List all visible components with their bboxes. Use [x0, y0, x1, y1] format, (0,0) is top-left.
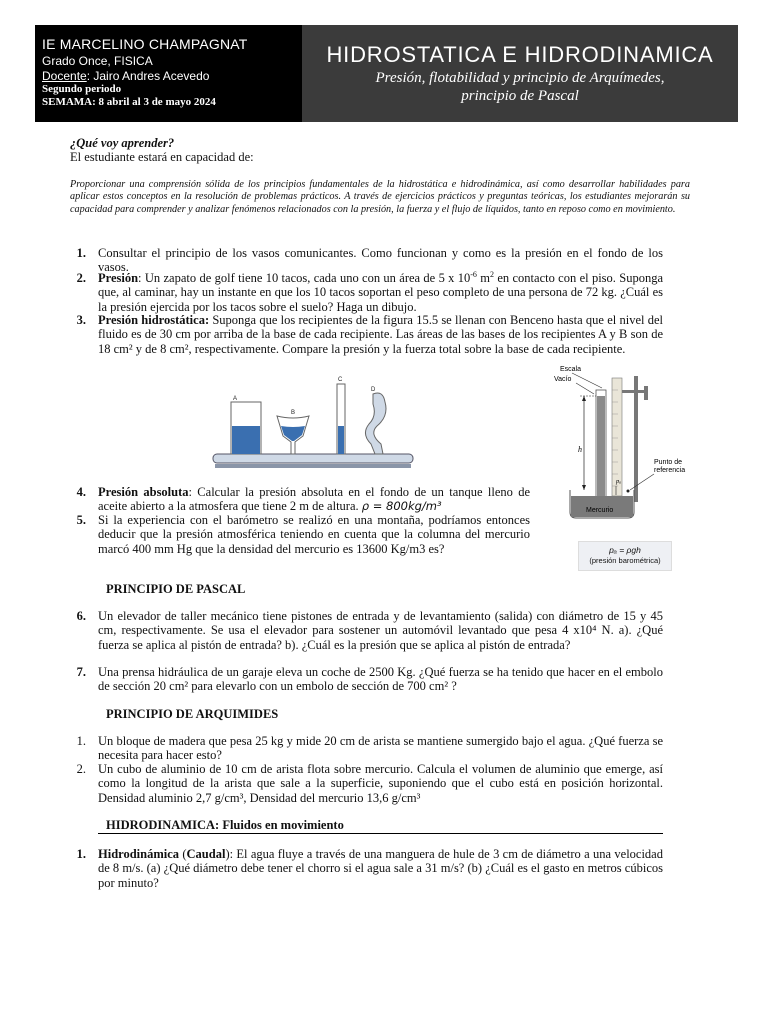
teacher-name: : Jairo Andres Acevedo	[86, 69, 210, 83]
stand-pole	[634, 376, 638, 502]
question-2-exponent: -6	[470, 269, 477, 279]
question-number: 5.	[76, 513, 86, 527]
question-3-text	[98, 313, 663, 356]
barometer-formula-caption: (presión barométrica)	[589, 556, 661, 565]
subtitle-line-1: Presión, flotabilidad y principio de Arquímedes,	[375, 70, 665, 86]
pascal-heading: PRINCIPIO DE PASCAL	[106, 582, 246, 596]
base-stand	[215, 464, 411, 468]
question-number: 2.	[76, 271, 86, 285]
capacity-statement: El estudiante estará en capacidad de:	[70, 150, 254, 164]
question-4-body: : Calcular la presión absoluta en el fondo de un tanque lleno de aceite abierto a la atmosfera que tiene 2 m de altura.	[98, 485, 530, 514]
mercury-label: Mercurio	[586, 507, 614, 514]
reference-point	[627, 490, 630, 493]
question-3-label: Presión hidrostática:	[98, 313, 210, 327]
archimedes-question-2-text: Un cubo de aluminio de 10 cm de arista flota sobre mercurio. Calcula el volumen de aluminio que emerge, así como la longitud de la arista que sale a la superficie, suponiendo que el cubo está en posición horizontal. Densidad aluminio 2,7 g/cm³, Densidad del mercurio 13,6 g/cm³	[98, 762, 663, 805]
vessel-label-b: B	[291, 410, 296, 416]
question-4-label: Presión absoluta	[98, 485, 189, 499]
question-number: 1.	[76, 734, 86, 748]
question-6-text: Un elevador de taller mecánico tiene pistones de entrada y de levantamiento (salida) con diámetro de 15 y 45 cm, respectivamente. Se usa el elevador para sostener un automóvil levantado que pesa 4 x10⁴ N. a). ¿Qué fuerza se aplica al pistón de entrada? b). ¿Cuál es la presión que se aplica al pistón de entrada?	[98, 609, 663, 652]
section-divider	[98, 833, 663, 834]
subtitle-line-2: principio de Pascal	[461, 88, 579, 104]
pa-label: pₐ	[616, 478, 622, 485]
flow-label: Caudal	[186, 847, 226, 861]
header-info-panel	[35, 25, 302, 122]
question-2-label: Presión	[98, 271, 139, 285]
question-number: 7.	[76, 665, 86, 679]
stand-clamp-screw	[644, 386, 648, 400]
question-number: 6.	[76, 609, 86, 623]
barometer-figure	[546, 362, 718, 527]
question-4-text	[98, 485, 530, 514]
question-5-text: Si la experiencia con el barómetro se realizó en una montaña, podríamos entonces deducir que la presión atmosférica teniendo en cuenta que la columna del mercurio marcó 400 mm Hg que la densidad del mercurio es 13600 Kg/m3 es?	[98, 513, 530, 556]
question-number: 3.	[76, 313, 86, 327]
archimedes-heading: PRINCIPIO DE ARQUIMIDES	[106, 707, 279, 721]
hydrodynamics-question-body: ): El agua fluye a través de una manguera de hule de 3 cm de diámetro a una velocidad de 8 m/s. (a) ¿Qué diámetro debe tener el chorro si el agua sale a 31 m/s? (b) ¿Cuál es el gasto en metros cúbicos por minuto?	[98, 847, 663, 890]
paren-open: (	[179, 847, 187, 861]
learning-question: ¿Qué voy aprender?	[70, 136, 175, 150]
mercury-column	[597, 396, 605, 509]
document-subtitle	[302, 69, 738, 105]
hydrodynamics-question-1-text	[98, 847, 663, 890]
question-number: 4.	[76, 485, 86, 499]
barometer-formula: pₐ = ρgh	[609, 545, 641, 555]
question-2-text	[98, 271, 663, 314]
barometer-formula-box	[578, 541, 672, 571]
stand-clamp	[622, 390, 646, 393]
question-number: 1.	[76, 847, 86, 861]
vessel-a-liquid	[232, 426, 260, 454]
week-range: SEMAMA: 8 abril al 3 de mayo 2024	[42, 96, 216, 108]
hydrodynamics-label: Hidrodinámica	[98, 847, 180, 861]
school-name: IE MARCELINO CHAMPAGNAT	[42, 36, 248, 52]
vessel-label-a: A	[233, 396, 238, 402]
density-formula: ρ = 800kg/m³	[361, 499, 442, 514]
vessel-label-d: D	[371, 387, 376, 393]
height-label: h	[578, 445, 582, 454]
communicating-vessels-figure	[205, 372, 425, 472]
grade-subject: Grado Once, FISICA	[42, 54, 153, 68]
question-2-part-a: : Un zapato de golf tiene 10 tacos, cada uno con un área de 5 x 10	[138, 271, 471, 285]
teacher-line	[42, 69, 209, 83]
vacuum-label: Vacío	[554, 376, 572, 383]
vessel-c-liquid	[338, 426, 344, 454]
question-number: 1.	[76, 246, 86, 260]
question-1-text: Consultar el principio de los vasos comunicantes. Como funcionan y como es la presión en el fondo de los vasos.	[98, 246, 663, 275]
teacher-label: Docente	[42, 69, 87, 83]
question-7-text: Una prensa hidráulica de un garaje eleva un coche de 2500 Kg. ¿Qué fuerza se ha tenido que hacer en el embolo de sección 20 cm² para elevarlo con un embolo de sección de 700 cm² ?	[98, 665, 663, 694]
reference-label: Punto de	[654, 459, 683, 466]
question-2-unit: m	[476, 271, 491, 285]
question-number: 2.	[76, 762, 86, 776]
question-3-body: Suponga que los recipientes de la figura 15.5 se llenan con Benceno hasta que el nivel del fluido es de 30 cm por arriba de la base de cada recipiente. Las áreas de las bases de los recipientes A y B son de 18 cm² y de 8 cm², respectivamente. Compare la presión y la fuerza total sobre la base de cada recipiente.	[98, 313, 663, 356]
scale-label: Escala	[560, 366, 582, 373]
hydrodynamics-heading: HIDRODINAMICA: Fluidos en movimiento	[106, 818, 344, 832]
question-2-part-b: en contacto con el piso. Suponga que, al caminar, hay un instante en que los 10 tacos soportan el peso completo de una persona de 72 kg. ¿Cuál es la presión ejercida por los tacos sobre el suelo? Haga un dibujo.	[98, 271, 664, 314]
period: Segundo periodo	[42, 83, 122, 95]
reference-label-2: referencia	[654, 467, 686, 474]
document-title: HIDROSTATICA E HIDRODINAMICA	[326, 42, 714, 67]
question-2-unit-exponent: 2	[490, 269, 495, 279]
header-title-panel	[302, 25, 738, 122]
base-tube	[213, 454, 413, 463]
vessel-label-c: C	[338, 377, 343, 383]
archimedes-question-1-text: Un bloque de madera que pesa 25 kg y mide 20 cm de arista se mantiene sumergido bajo el agua. ¿Qué fuerza se necesita para hacer esto?	[98, 734, 663, 763]
learning-objective: Proporcionar una comprensión sólida de los principios fundamentales de la hidrostática e hidrodinámica, así como desarrollar habilidades para aplicar estos conceptos en la resolución de problemas prácticos. A través de ejercicios prácticos y preguntas teóricas, los estudiantes mejorarán su capacidad para comprender y analizar fenómenos relacionados con la presión, la fuerza y el flujo de líquidos, tanto en reposo como en movimiento.	[70, 179, 690, 215]
